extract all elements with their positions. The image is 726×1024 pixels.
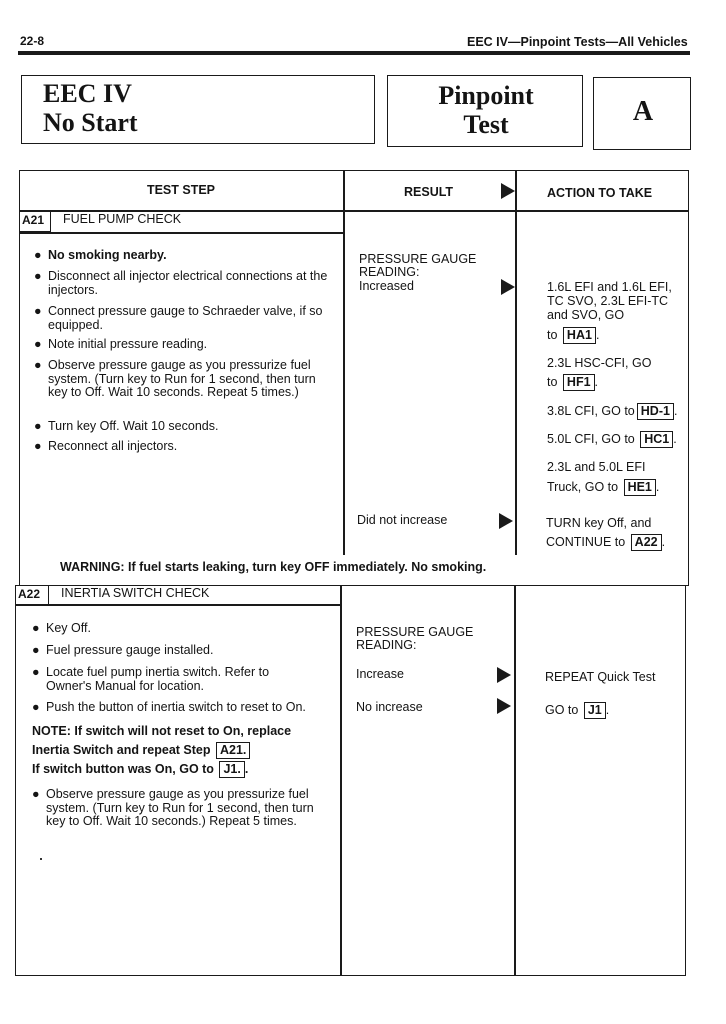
title-letter: A — [632, 96, 654, 127]
header-rule — [18, 51, 690, 55]
header-action: ACTION TO TAKE — [547, 186, 653, 200]
a21-action-6-goto: CONTINUE to A22 . — [546, 535, 666, 549]
a22-bullet-3: ● Locate fuel pump inertia switch. Refer to Owner's Manual for location. — [32, 665, 270, 693]
col-divider-1 — [343, 170, 345, 555]
a21-result-not-increase: Did not increase — [357, 513, 448, 527]
a21-result-increased: Increased — [359, 279, 414, 293]
a21-step-id: A21 — [22, 213, 45, 227]
a21-step-id-box — [19, 210, 51, 232]
a21-action-3: 3.8L CFI, GO to HD-1 . — [547, 404, 678, 418]
title-mid-line2: Test — [463, 110, 509, 139]
a21-action-1: 1.6L EFI and 1.6L EFI, TC SVO, 2.3L EFI-TC and SVO, GO — [547, 280, 672, 322]
ref-hd1[interactable]: HD-1 — [637, 403, 674, 420]
a21-bullet-2: ● Disconnect all injector electrical connections at the injectors. — [34, 269, 328, 297]
a22-arrow-increase — [497, 667, 511, 683]
header-result: RESULT — [404, 185, 454, 199]
ref-a21[interactable]: A21. — [216, 742, 250, 759]
a21-result-heading-2: READING: — [359, 265, 420, 279]
title-mid-line1: Pinpoint — [438, 81, 534, 110]
a22-arrow-no-increase — [497, 698, 511, 714]
a21-action-2: 2.3L HSC-CFI, GO — [547, 356, 652, 370]
ref-j1-note[interactable]: J1. — [219, 761, 244, 778]
a21-result-heading-1: PRESSURE GAUGE — [359, 252, 477, 266]
a22-step-title: INERTIA SWITCH CHECK — [61, 586, 210, 600]
ref-j1[interactable]: J1 — [584, 702, 606, 719]
title-box-right — [593, 77, 691, 150]
col-divider-3 — [340, 585, 342, 976]
a21-arrow-not-increase — [499, 513, 513, 529]
a21-action-1-goto: to HA1 . — [547, 328, 600, 342]
a22-bullet-5: ● Observe pressure gauge as you pressurize fuel system. (Turn key to Run for 1 second, then turn key to Off. Wait 10 seconds.) Repeat 5 times. — [32, 787, 314, 828]
ref-a22[interactable]: A22 — [631, 534, 662, 551]
a22-action-2: GO to J1 . — [545, 703, 610, 717]
a21-action-2-goto: to HF1 . — [547, 375, 599, 389]
a21-step-title: FUEL PUMP CHECK — [63, 212, 182, 226]
title-box-left — [21, 75, 375, 144]
a21-action-6: TURN key Off, and — [546, 516, 652, 530]
header-test-step: TEST STEP — [146, 183, 216, 197]
a22-title-underline — [15, 604, 340, 606]
a22-note-line2: Inertia Switch and repeat Step A21. — [32, 742, 250, 759]
a22-result-heading-2: READING: — [356, 638, 417, 652]
a21-action-5: 2.3L and 5.0L EFI — [547, 460, 646, 474]
ref-hf1[interactable]: HF1 — [563, 374, 595, 391]
col-divider-4 — [514, 585, 516, 976]
ref-ha1[interactable]: HA1 — [563, 327, 596, 344]
a21-title-underline — [19, 232, 343, 234]
stray-mark — [40, 858, 42, 860]
a22-step-id-box — [15, 585, 49, 605]
a21-bullet-3: ● Connect pressure gauge to Schraeder valve, if so equipped. — [34, 304, 323, 332]
title-left-line1: EEC IV — [43, 79, 132, 108]
a21-bullet-5: ● Observe pressure gauge as you pressurize fuel system. (Turn key to Run for 1 second, then turn key to Off. Wait 10 seconds. Repeat 5 times.) — [34, 358, 316, 399]
ref-he1[interactable]: HE1 — [624, 479, 656, 496]
warning-text: WARNING: If fuel starts leaking, turn key OFF immediately. No smoking. — [60, 560, 487, 574]
a22-result-heading-1: PRESSURE GAUGE — [356, 625, 474, 639]
a21-arrow-increased — [501, 279, 515, 295]
a21-action-5-goto: Truck, GO to HE1 . — [547, 480, 660, 494]
a21-action-4: 5.0L CFI, GO to HC1 . — [547, 432, 677, 446]
ref-hc1[interactable]: HC1 — [640, 431, 673, 448]
col-divider-2 — [515, 170, 517, 555]
header-arrow — [501, 183, 515, 199]
a22-step-id: A22 — [18, 587, 41, 601]
a22-result-no-increase: No increase — [356, 700, 423, 714]
title-box-middle — [387, 75, 583, 147]
a22-note-line1: NOTE: If switch will not reset to On, replace — [32, 724, 292, 738]
page-number: 22-8 — [20, 34, 45, 48]
a22-note-line3: If switch button was On, GO to J1. . — [32, 762, 249, 776]
a22-action-1: REPEAT Quick Test — [545, 670, 656, 684]
running-title: EEC IV—Pinpoint Tests—All Vehicles — [467, 35, 688, 49]
a22-result-increase: Increase — [356, 667, 404, 681]
title-left-line2: No Start — [43, 108, 138, 137]
